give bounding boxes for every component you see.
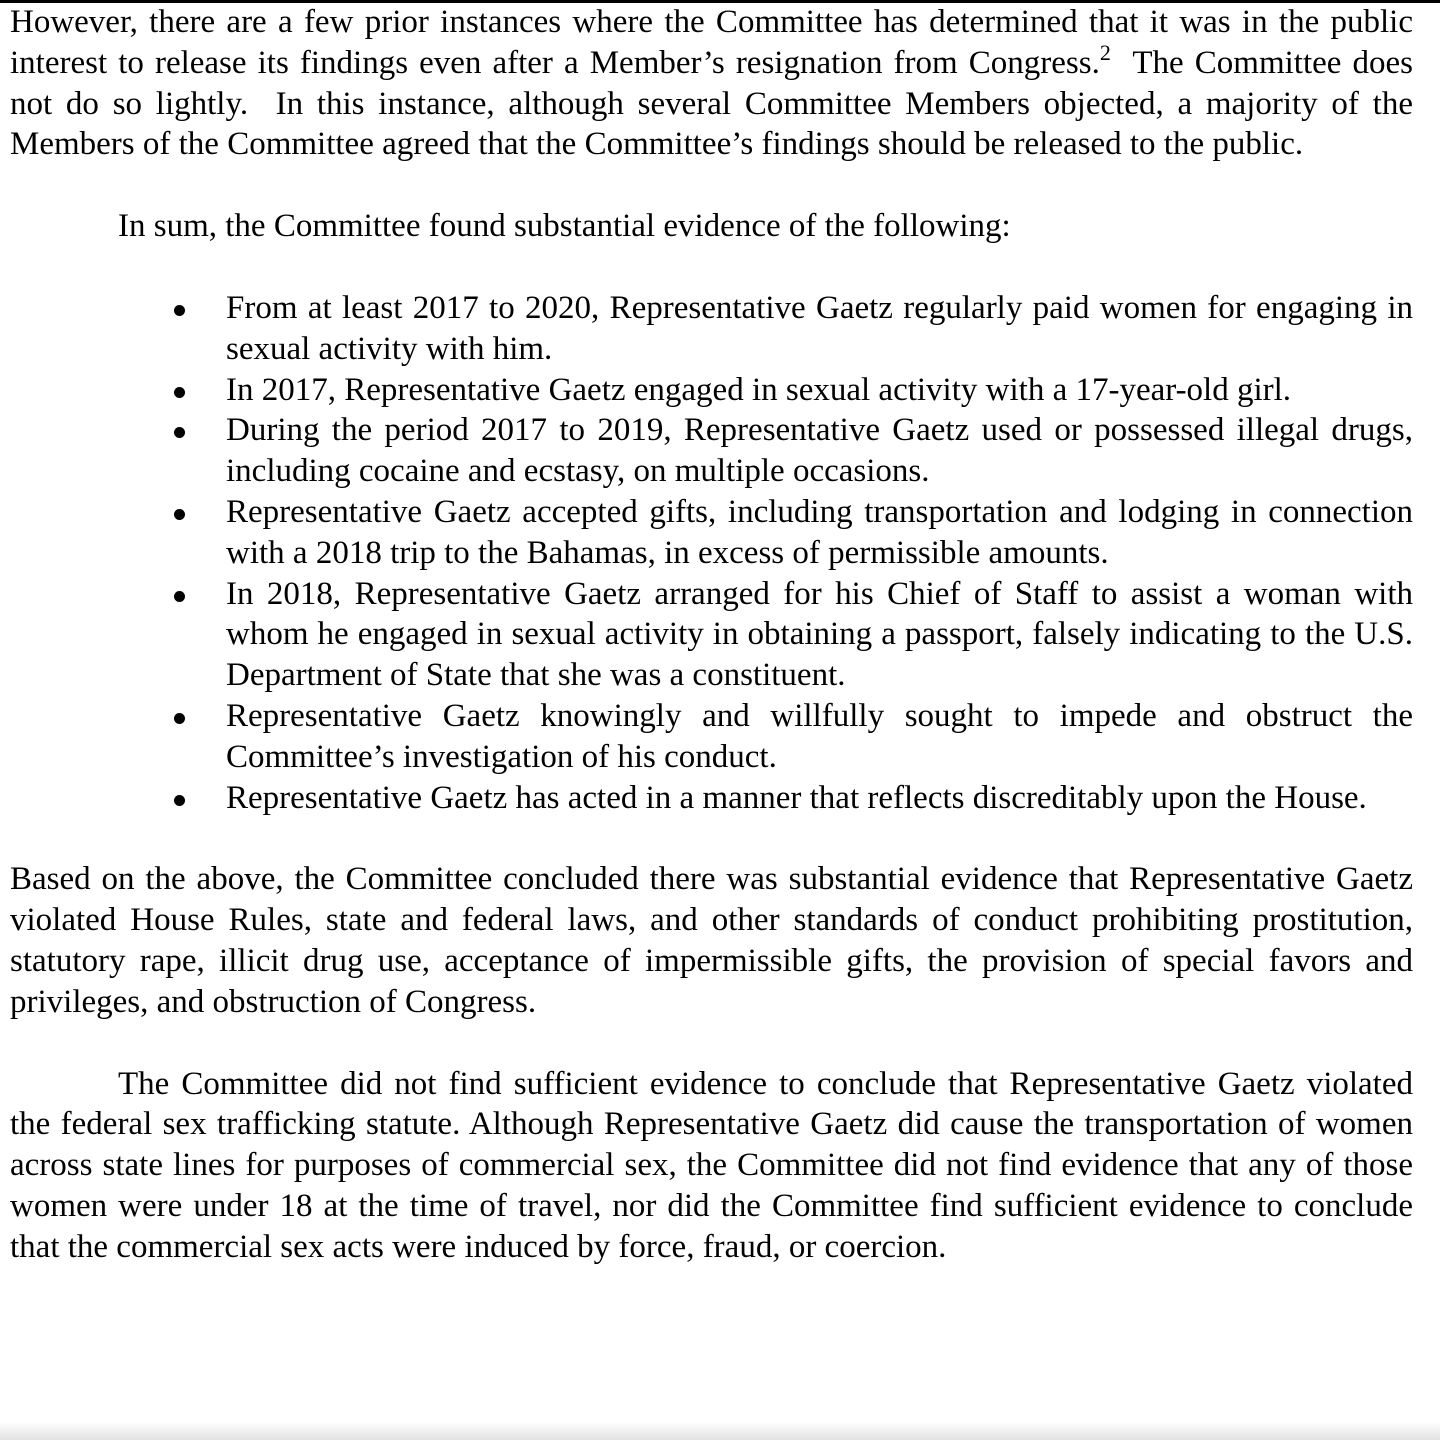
bullet-icon: [174, 713, 185, 724]
finding-text: In 2018, Representative Gaetz arranged for his Chief of Staff to assist a woman with whom he engaged in sexual activity in obtaining a passport, falsely indicating to the U.S. Department of State that she was a constituent.: [226, 575, 1413, 694]
bullet-icon: [174, 795, 185, 806]
paragraph-gap: [10, 247, 1413, 288]
paragraph-text: However, there are a few prior instances where the Committee has determined that it was in the public interest to release its findings even after a Member’s resignation from Congress.: [10, 4, 1413, 81]
paragraph-gap: [10, 818, 1413, 859]
list-item: [10, 370, 1413, 411]
paragraph-gap: [10, 1023, 1413, 1064]
finding-text: Representative Gaetz knowingly and willfully sought to impede and obstruct the Committee’s investigation of his conduct.: [226, 697, 1413, 775]
list-item: [10, 696, 1413, 778]
finding-text: From at least 2017 to 2020, Representative Gaetz regularly paid women for engaging in sexual activity with him.: [226, 289, 1413, 367]
bullet-icon: [174, 387, 185, 398]
finding-text: In 2017, Representative Gaetz engaged in sexual activity with a 17-year-old girl.: [226, 371, 1292, 408]
paragraph-gap: [10, 165, 1413, 206]
document-page: [10, 2, 1422, 1268]
paragraph-summary-intro: In sum, the Committee found substantial evidence of the following:: [118, 208, 1011, 245]
paragraph-text: The Committee does not do so lightly. In this instance, although several Committee Members objected, a majority of the Members of the Committee agreed that the Committee’s findings should be released to the public.: [10, 44, 1422, 163]
bottom-scroll-shadow: [0, 1422, 1440, 1440]
finding-text: Representative Gaetz has acted in a manner that reflects discreditably upon the House.: [226, 779, 1367, 816]
findings-list: [10, 288, 1413, 818]
paragraph-conclusion: Based on the above, the Committee concluded there was substantial evidence that Representative Gaetz violated House Rules, state and federal laws, and other standards of conduct prohibiting prostitution, statutory rape, illicit drug use, acceptance of impermissible gifts, the provision of special favors and privileges, and obstruction of Congress.: [10, 861, 1413, 1020]
finding-text: Representative Gaetz accepted gifts, including transportation and lodging in connection with a 2018 trip to the Bahamas, in excess of permissible amounts.: [226, 493, 1413, 571]
list-item: [10, 574, 1413, 696]
list-item: [10, 410, 1413, 492]
footnote-marker[interactable]: 2: [1099, 39, 1111, 65]
list-item: [10, 778, 1413, 819]
bullet-icon: [174, 509, 185, 520]
list-item: [10, 288, 1413, 370]
paragraph-release-findings: [10, 2, 1422, 165]
bullet-icon: [174, 427, 185, 438]
paragraph-trafficking: The Committee did not find sufficient evidence to conclude that Representative Gaetz violated the federal sex trafficking statute. Although Representative Gaetz did cause the transportation of women across state lines for purposes of commercial sex, the Committee did not find evidence that any of those women were under 18 at the time of travel, nor did the Committee find sufficient evidence to conclude that the commercial sex acts were induced by force, fraud, or coercion.: [10, 1065, 1413, 1265]
bullet-icon: [174, 591, 185, 602]
bullet-icon: [174, 305, 185, 316]
list-item: [10, 492, 1413, 574]
finding-text: During the period 2017 to 2019, Representative Gaetz used or possessed illegal drugs, including cocaine and ecstasy, on multiple occasions.: [226, 412, 1413, 490]
